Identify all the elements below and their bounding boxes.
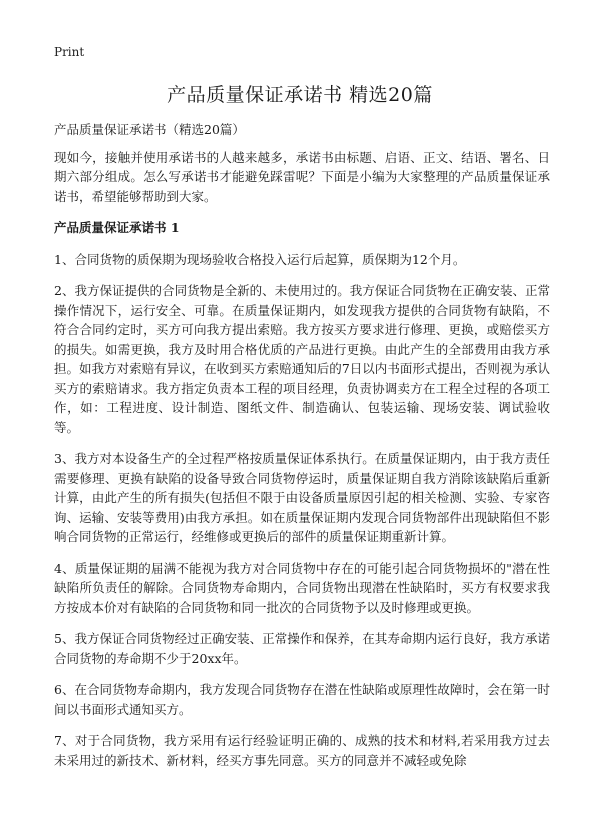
intro-paragraph: 现如今，接触并使用承诺书的人越来越多，承诺书由标题、启语、正文、结语、署名、日期六部分组成。怎么写承诺书才能避免踩雷呢？下面是小编为大家整理的产品质量保证承诺书，希望能够帮助到大家。	[54, 149, 550, 204]
section-heading: 产品质量保证承诺书 1	[54, 220, 180, 235]
clause-paragraph-7: 7、对于合同货物，我方采用有运行经验证明正确的、成熟的技术和材料,若采用我方过去未采用过的新技术、新材料，经买方事先同意。买方的同意并不减轻或免除	[54, 733, 550, 768]
clause-paragraph-5: 5、我方保证合同货物经过正确安装、正常操作和保养，在其寿命期内运行良好，我方承诺合同货物的寿命期不少于20xx年。	[54, 631, 550, 666]
document-subtitle: 产品质量保证承诺书（精选20篇）	[54, 122, 245, 137]
clause-paragraph-3: 3、我方对本设备生产的全过程严格按质量保证体系执行。在质量保证期内，由于我方责任需要修理、更换有缺陷的设备导致合同货物停运时，质量保证期自我方消除该缺陷后重新计算，由此产生的所有损失(包括但不限于由设备质量原因引起的相关检测、实验、专家咨询、运输、安装等费用)由我方承担。如在质量保证期内发现合同货物部件出现缺陷但不影响合同货物的正常运行，经维修或更换后的部件的质量保证期重新计算。	[54, 451, 550, 544]
clause-paragraph-2: 2、我方保证提供的合同货物是全新的、未使用过的。我方保证合同货物在正确安装、正常操作情况下，运行安全、可靠。在质量保证期内，如发现我方提供的合同货物有缺陷，不符合合同约定时，买方可向我方提出索赔。我方按买方要求进行修理、更换，或赔偿买方的损失。如需更换，我方及时用合格优质的产品进行更换。由此产生的全部费用由我方承担。如我方对索赔有异议，在收到买方索赔通知后的7日以内书面形式提出，否则视为承认买方的索赔请求。我方指定负责本工程的项目经理，负责协调卖方在工程全过程的各项工作，如：工程进度、设计制造、图纸文件、制造确认、包装运输、现场安装、调试验收等。	[54, 283, 550, 435]
clause-paragraph-6: 6、在合同货物寿命期内，我方发现合同货物存在潜在性缺陷或原理性故障时，会在第一时间以书面形式通知买方。	[54, 682, 550, 717]
print-link[interactable]: Print	[54, 45, 85, 59]
clause-paragraph-1: 1、合同货物的质保期为现场验收合格投入运行后起算，质保期为12个月。	[54, 251, 466, 267]
document-body	[54, 120, 550, 782]
clause-paragraph-4: 4、质量保证期的届满不能视为我方对合同货物中存在的可能引起合同货物损坏的"潜在性缺陷所负责任的解除。合同货物寿命期内，合同货物出现潜在性缺陷时，买方有权要求我方按成本价对有缺陷的合同货物和同一批次的合同货物予以及时修理或更换。	[54, 560, 550, 615]
page-title: 产品质量保证承诺书 精选20篇	[167, 84, 433, 106]
